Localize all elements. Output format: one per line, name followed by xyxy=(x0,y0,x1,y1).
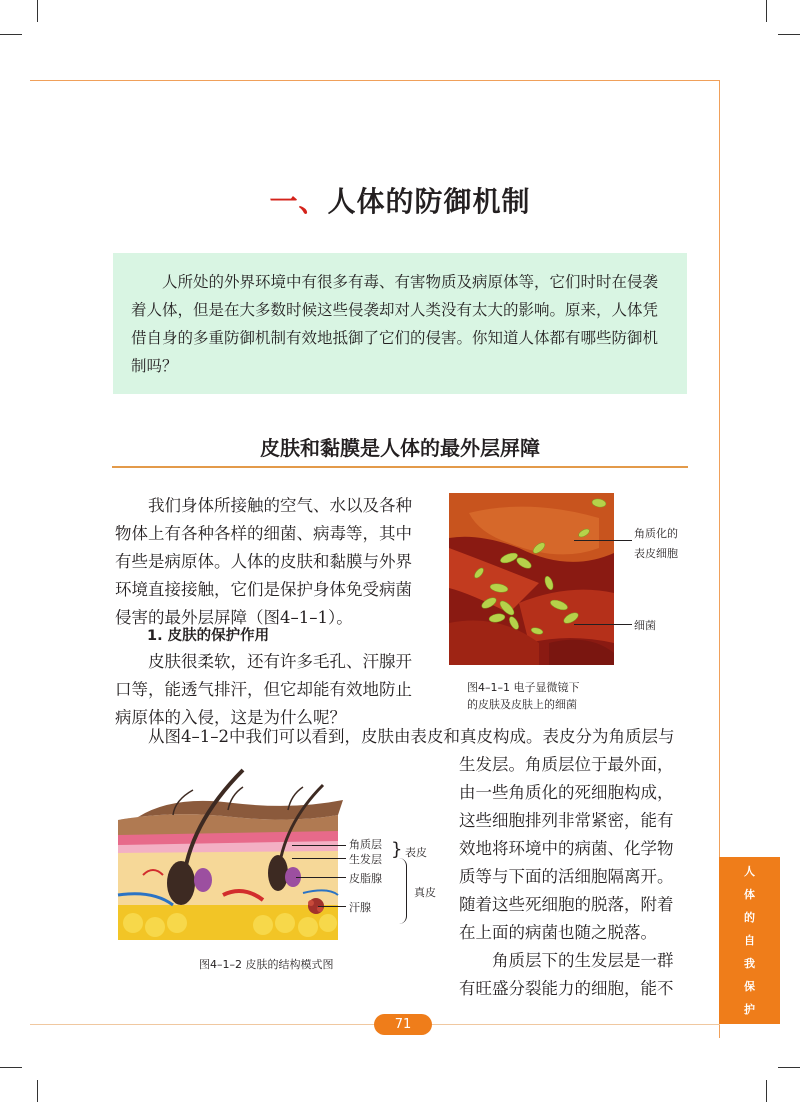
skin-illustration xyxy=(113,765,348,945)
label-sweat-gland: 汗腺 xyxy=(349,901,371,914)
text-line: 生发层。角质层位于最外面， xyxy=(459,755,674,774)
title-main: 人体的防御机制 xyxy=(327,185,531,218)
text-line: 在上面的病菌也随之脱落。 xyxy=(459,923,657,942)
side-tab-char: 保 xyxy=(744,980,755,993)
leader-line xyxy=(296,877,346,878)
leader-line xyxy=(292,858,346,859)
leader-line xyxy=(292,845,346,846)
side-tab-char: 我 xyxy=(744,957,755,970)
crop-mark xyxy=(778,34,800,35)
crop-mark xyxy=(766,1080,767,1102)
crop-mark xyxy=(778,1067,800,1068)
text-line: 由一些角质化的死细胞构成， xyxy=(459,783,674,802)
text-line: 口等，能透气排汗，但它却能有效地防止 xyxy=(115,680,412,699)
text-line: 质等与下面的活细胞隔离开。 xyxy=(459,867,674,886)
page-frame-top xyxy=(30,80,720,81)
text-line: 物体上有各种各样的细菌、病毒等，其中 xyxy=(115,524,412,543)
side-tab-char: 的 xyxy=(744,911,755,924)
skin-diagram xyxy=(113,765,348,945)
label-bacteria: 细菌 xyxy=(634,619,656,632)
text-line: 环境直接接触，它们是保护身体免受病菌 xyxy=(115,580,412,599)
figure-1-caption xyxy=(467,679,580,713)
text-line: 侵害的最外层屏障（图4–1–1）。 xyxy=(115,608,353,627)
brace-dermis xyxy=(398,858,407,924)
text-line: 有旺盛分裂能力的细胞，能不 xyxy=(459,979,674,998)
subheading: 1. 皮肤的保护作用 xyxy=(147,628,270,644)
crop-mark xyxy=(0,34,22,35)
text-line: 我们身体所接触的空气、水以及各种 xyxy=(148,496,412,515)
chapter-side-tab xyxy=(719,857,780,1024)
section-heading: 皮肤和黏膜是人体的最外层屏障 xyxy=(260,436,540,460)
caption-line: 图4–1–1 电子显微镜下 xyxy=(467,681,580,694)
brace-epidermis: } xyxy=(391,839,403,860)
figure-2-caption: 图4–1–2 皮肤的结构模式图 xyxy=(199,958,334,971)
leader-line xyxy=(574,624,632,625)
side-tab-char: 人 xyxy=(744,865,755,878)
caption-line: 的皮肤及皮肤上的细菌 xyxy=(467,698,577,711)
paragraph-3-first-line: 从图4–1–2中我们可以看到，皮肤由表皮和真皮构成。表皮分为角质层与 xyxy=(148,727,675,746)
label-keratinized-cells: 角质化的 表皮细胞 xyxy=(634,527,678,560)
paragraph-2 xyxy=(115,648,445,732)
label-stratum-basale: 生发层 xyxy=(349,853,382,866)
paragraph-1 xyxy=(115,492,445,632)
side-tab-char: 自 xyxy=(744,934,755,947)
leader-line xyxy=(574,540,632,541)
intro-box: 人所处的外界环境中有很多有毒、有害物质及病原体等，它们时时在侵袭着人体，但是在大多数时候这些侵袭却对人类没有太大的影响。原来，人体凭借自身的多重防御机制有效地抵御了它们的侵害。你知道人体都有哪些防御机制吗？ xyxy=(113,253,687,394)
title-prefix: 一、 xyxy=(269,185,328,218)
crop-mark xyxy=(37,0,38,22)
micrograph-illustration xyxy=(449,493,614,665)
chapter-title xyxy=(0,180,800,220)
side-tab-char: 体 xyxy=(744,888,755,901)
text-line: 角质层下的生发层是一群 xyxy=(492,951,674,970)
section-heading-underline xyxy=(112,466,688,468)
text-line: 有些是病原体。人体的皮肤和黏膜与外界 xyxy=(115,552,412,571)
crop-mark xyxy=(766,0,767,22)
paragraph-3 xyxy=(459,751,699,1003)
label-dermis: 真皮 xyxy=(414,886,436,899)
text-line: 效地将环境中的病菌、化学物 xyxy=(459,839,674,858)
label-epidermis: 表皮 xyxy=(405,846,427,859)
text-line: 随着这些死细胞的脱落，附着 xyxy=(459,895,674,914)
label-sebaceous-gland: 皮脂腺 xyxy=(349,872,382,885)
crop-mark xyxy=(37,1080,38,1102)
crop-mark xyxy=(0,1067,22,1068)
label-stratum-corneum: 角质层 xyxy=(349,838,382,851)
side-tab-char: 护 xyxy=(744,1003,755,1016)
page-number: 71 xyxy=(374,1014,432,1035)
text-line: 这些细胞排列非常紧密，能有 xyxy=(459,811,674,830)
leader-line xyxy=(318,906,346,907)
micrograph-image xyxy=(449,493,614,665)
text-line: 病原体的入侵，这是为什么呢？ xyxy=(115,708,346,727)
text-line: 皮肤很柔软，还有许多毛孔、汗腺开 xyxy=(148,652,412,671)
